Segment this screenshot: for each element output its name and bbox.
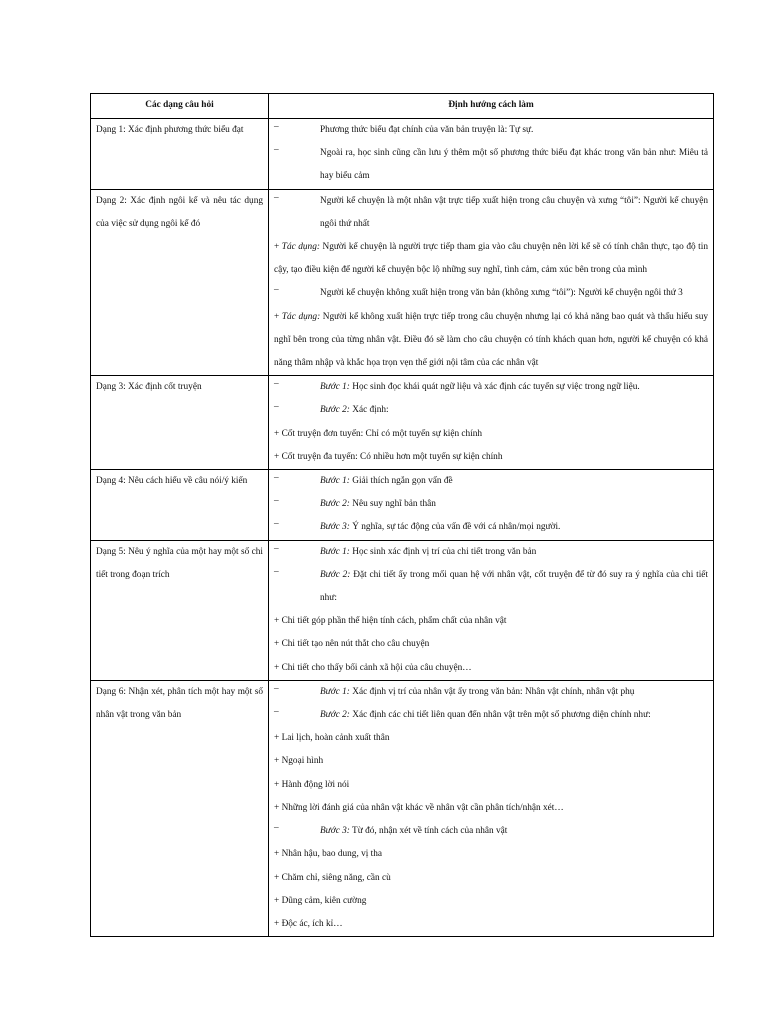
plus-marker: + — [274, 311, 282, 322]
item-text: Xác định các chi tiết liên quan đến nhân vật trên một số phương diện chính như: — [349, 710, 651, 721]
item-text: Ý nghĩa, sự tác động của vấn đề với cá nhân/mọi người. — [349, 522, 561, 533]
table-body — [91, 119, 714, 937]
dash-item — [274, 119, 708, 142]
item-text: + Lai lịch, hoàn cảnh xuất thân — [274, 733, 390, 744]
sub-item — [274, 423, 708, 446]
italic-lead: Bước 3: — [320, 522, 350, 533]
item-text: Người kể chuyện không xuất hiện trong văn bản (không xưng “tôi”): Người kể chuyện ngôi thứ 3 — [320, 288, 683, 299]
italic-lead: Bước 1: — [320, 476, 350, 487]
dash-item — [274, 376, 708, 399]
question-type-cell: Dạng 3: Xác định cốt truyện — [91, 376, 269, 470]
item-text: + Chi tiết cho thấy bối cảnh xã hội của câu chuyện… — [274, 662, 472, 673]
italic-lead: Bước 3: — [320, 826, 350, 837]
item-text: + Ngoại hình — [274, 756, 324, 767]
item-text: Xác định vị trí của nhân vật ấy trong văn bản: Nhân vật chính, nhân vật phụ — [349, 686, 635, 697]
question-type-cell: Dạng 2: Xác định ngôi kể và nêu tác dụng của việc sử dụng ngôi kể đó — [91, 189, 269, 376]
item-text: Từ đó, nhận xét về tính cách của nhân vật — [349, 826, 508, 837]
dash-item — [274, 681, 708, 704]
table-header-row — [91, 94, 714, 119]
table-row — [91, 540, 714, 680]
italic-lead: Bước 2: — [320, 569, 351, 580]
dash-item — [274, 564, 708, 610]
dash-item — [274, 516, 708, 539]
question-type-cell: Dạng 1: Xác định phương thức biểu đạt — [91, 119, 269, 190]
question-type-cell: Dạng 6: Nhận xét, phân tích một hay một số nhân vật trong văn bản — [91, 680, 269, 936]
item-text: + Chăm chỉ, siêng năng, cần cù — [274, 872, 391, 883]
approach-cell — [269, 119, 714, 190]
item-text: Học sinh đọc khái quát ngữ liệu và xác định các tuyến sự việc trong ngữ liệu. — [349, 382, 640, 393]
sub-item — [274, 867, 708, 890]
item-text: Giải thích ngắn gọn vấn đề — [349, 476, 453, 487]
table-row — [91, 680, 714, 936]
question-types-table — [90, 93, 714, 937]
plus-marker: + — [274, 242, 282, 253]
table-row — [91, 119, 714, 190]
item-text: Đặt chi tiết ấy trong mối quan hệ với nhân vật, cốt truyện để từ đó suy ra ý nghĩa của chi tiết như: — [320, 569, 708, 604]
item-text: + Hành động lời nói — [274, 779, 350, 790]
italic-lead: Bước 1: — [320, 382, 350, 393]
dash-item — [274, 190, 708, 236]
sub-item — [274, 657, 708, 680]
item-text: + Những lời đánh giá của nhân vật khác về nhân vật cần phân tích/nhận xét… — [274, 802, 564, 813]
italic-lead: Bước 2: — [320, 499, 350, 510]
italic-lead: Tác dụng: — [281, 242, 320, 253]
italic-lead: Bước 1: — [320, 546, 350, 557]
table-row — [91, 376, 714, 470]
item-text: + Cốt truyện đa tuyến: Có nhiều hơn một tuyến sự kiện chính — [274, 451, 503, 462]
sub-item — [274, 633, 708, 656]
approach-cell — [269, 680, 714, 936]
dash-item — [274, 470, 708, 493]
approach-cell — [269, 540, 714, 680]
sub-item — [274, 306, 708, 376]
item-text: Phương thức biểu đạt chính của văn bản truyện là: Tự sự. — [320, 125, 534, 135]
sub-item — [274, 236, 708, 282]
table-row — [91, 470, 714, 541]
item-text: + Dũng cảm, kiên cường — [274, 895, 367, 906]
approach-cell — [269, 376, 714, 470]
question-type-cell: Dạng 4: Nêu cách hiểu về câu nói/ý kiến — [91, 470, 269, 541]
item-text: Người kể chuyện là một nhân vật trực tiếp xuất hiện trong câu chuyện và xưng “tôi”: Người kể chuyện ngôi thứ nhất — [320, 195, 708, 229]
header-approach: Định hướng cách làm — [269, 94, 714, 119]
sub-item — [274, 610, 708, 633]
italic-lead: Bước 2: — [320, 405, 350, 416]
item-text: Người kể chuyện là người trực tiếp tham gia vào câu chuyện nên lời kể sẽ có tính chân thực, tạo độ tin cậy, tạo điều kiện để người kể chuyện bộc lộ những suy nghĩ, tình cảm, cảm xúc bên trong của mình — [274, 242, 708, 276]
sub-item — [274, 797, 708, 820]
approach-cell — [269, 470, 714, 541]
italic-lead: Bước 2: — [320, 710, 350, 721]
sub-item — [274, 843, 708, 866]
dash-item — [274, 541, 708, 564]
dash-item — [274, 399, 708, 422]
item-text: Xác định: — [349, 405, 389, 416]
dash-item — [274, 820, 708, 843]
sub-item — [274, 727, 708, 750]
item-text: Nêu suy nghĩ bản thân — [349, 499, 436, 510]
dash-item — [274, 142, 708, 188]
item-text: Người kể không xuất hiện trực tiếp trong câu chuyện nhưng lại có khả năng bao quát và thấu hiểu suy nghĩ bên trong của từng nhân vật. Điều đó sẽ làm cho câu chuyện có tính khách quan hơn, người kể chuyện có khả năng thâm nhập và khắc họa trọn vẹn thế giới nội tâm của các nhân vật — [274, 311, 708, 369]
approach-cell — [269, 189, 714, 376]
item-text: + Chi tiết góp phần thể hiện tính cách, phẩm chất của nhân vật — [274, 616, 507, 627]
italic-lead: Bước 1: — [320, 686, 350, 697]
sub-item — [274, 913, 708, 936]
italic-lead: Tác dụng: — [281, 311, 321, 322]
question-type-cell: Dạng 5: Nêu ý nghĩa của một hay một số chi tiết trong đoạn trích — [91, 540, 269, 680]
sub-item — [274, 750, 708, 773]
item-text: + Chi tiết tạo nên nút thắt cho câu chuyện — [274, 639, 430, 650]
item-text: Ngoài ra, học sinh cũng cần lưu ý thêm một số phương thức biểu đạt khác trong văn bản như: Miêu tả hay biểu cảm — [320, 148, 708, 182]
sub-item — [274, 774, 708, 797]
sub-item — [274, 890, 708, 913]
header-question-types: Các dạng câu hỏi — [91, 94, 269, 119]
item-text: + Cốt truyện đơn tuyến: Chỉ có một tuyến sự kiện chính — [274, 428, 483, 439]
item-text: + Độc ác, ích kỉ… — [274, 918, 343, 929]
item-text: Học sinh xác định vị trí của chi tiết trong văn bản — [349, 546, 537, 557]
dash-item — [274, 704, 708, 727]
table-row — [91, 189, 714, 376]
item-text: + Nhân hậu, bao dung, vị tha — [274, 849, 383, 860]
dash-item — [274, 282, 708, 305]
dash-item — [274, 493, 708, 516]
sub-item — [274, 446, 708, 469]
